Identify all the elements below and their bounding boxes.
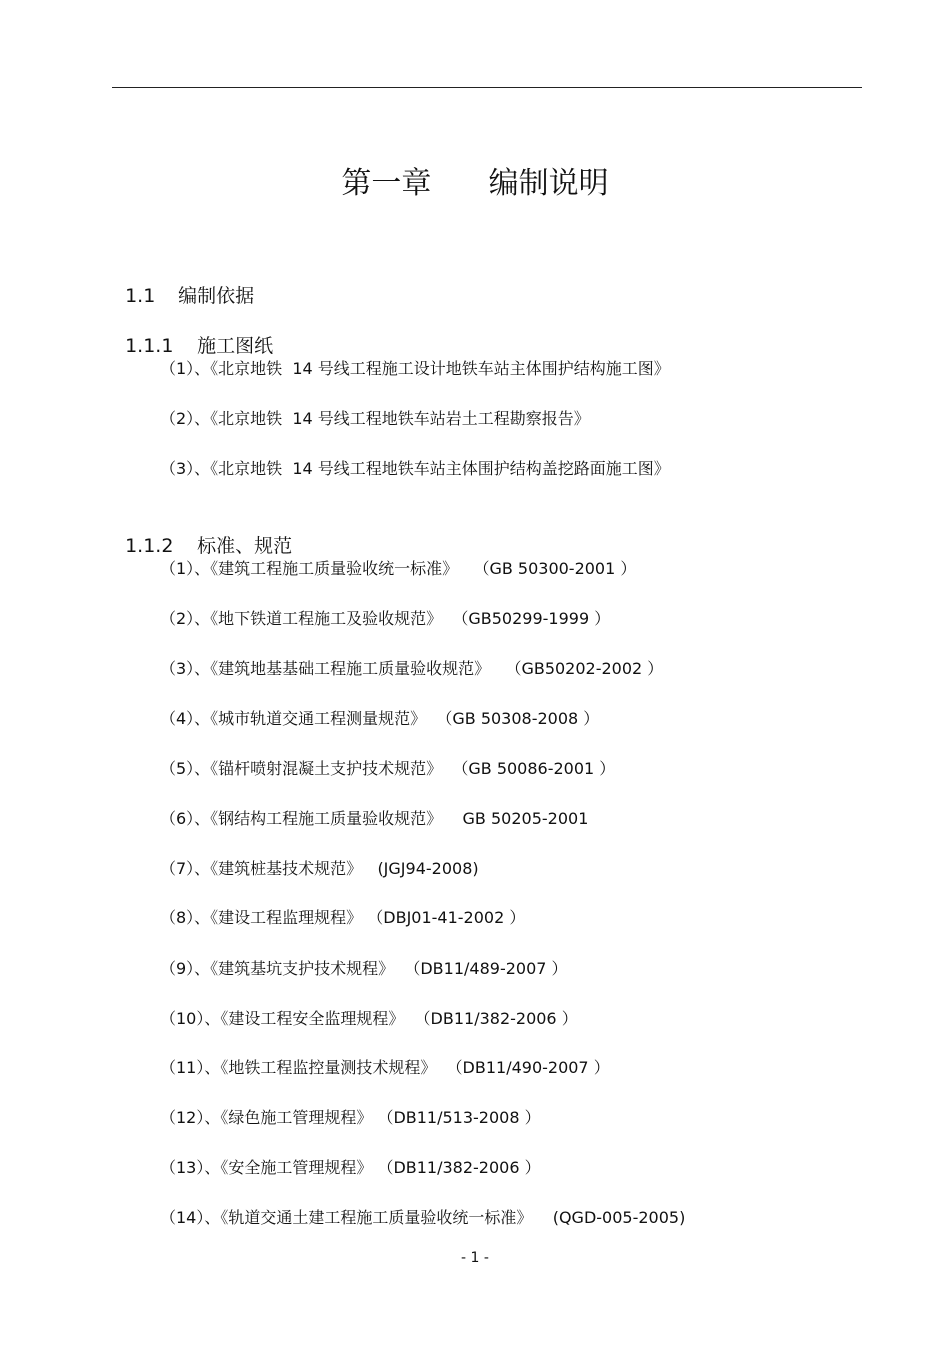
standard-item-5: （5）、《锚杆喷射混凝土支护技术规范》 （GB 50086-2001 ） [160, 759, 616, 778]
standard-item-12: （12）、《绿色施工管理规程》 （DB11/513-2008 ） [160, 1108, 541, 1127]
standard-item-9: （9）、《建筑基坑支护技术规程》 （DB11/489-2007 ） [160, 959, 568, 978]
standard-item-4: （4）、《城市轨道交通工程测量规范》 （GB 50308-2008 ） [160, 709, 600, 728]
standard-item-1: （1）、《建筑工程施工质量验收统一标准》 （GB 50300-2001 ） [160, 559, 637, 578]
standard-item-11: （11）、《地铁工程监控量测技术规程》 （DB11/490-2007 ） [160, 1058, 610, 1077]
standard-item-2: （2）、《地下铁道工程施工及验收规范》 （GB50299-1999 ） [160, 609, 611, 628]
chapter-title: 第一章 编制说明 [341, 166, 609, 201]
page-number: - 1 - [461, 1250, 489, 1266]
standard-item-7: （7）、《建筑桩基技术规范》 (JGJ94-2008) [160, 859, 479, 878]
standard-item-13: （13）、《安全施工管理规程》 （DB11/382-2006 ） [160, 1158, 541, 1177]
section-title: 施工图纸 [197, 335, 274, 357]
section-title: 标准、规范 [197, 535, 293, 557]
section-number: 1.1.1 [125, 335, 174, 357]
drawing-item-1: （1）、《北京地铁 14 号线工程施工设计地铁车站主体围护结构施工图》 [160, 359, 670, 378]
standard-item-10: （10）、《建设工程安全监理规程》 （DB11/382-2006 ） [160, 1009, 578, 1028]
drawing-item-3: （3）、《北京地铁 14 号线工程地铁车站主体围护结构盖挖路面施工图》 [160, 459, 670, 478]
standard-item-14: （14）、《轨道交通土建工程施工质量验收统一标准》 (QGD-005-2005) [160, 1208, 686, 1227]
section-1-1-2-heading [113, 507, 292, 559]
section-number: 1.1.2 [125, 535, 174, 557]
section-title: 编制依据 [178, 285, 255, 307]
section-1-1-heading [113, 257, 254, 309]
section-1-1-1-heading [113, 307, 273, 359]
header-rule [112, 87, 862, 88]
section-number: 1.1 [125, 285, 156, 307]
standard-item-8: （8）、《建设工程监理规程》 （DBJ01-41-2002 ） [160, 908, 526, 927]
standard-item-6: （6）、《钢结构工程施工质量验收规范》 GB 50205-2001 [160, 809, 589, 828]
drawing-item-2: （2）、《北京地铁 14 号线工程地铁车站岩土工程勘察报告》 [160, 409, 590, 428]
standard-item-3: （3）、《建筑地基基础工程施工质量验收规范》 （GB50202-2002 ） [160, 659, 664, 678]
